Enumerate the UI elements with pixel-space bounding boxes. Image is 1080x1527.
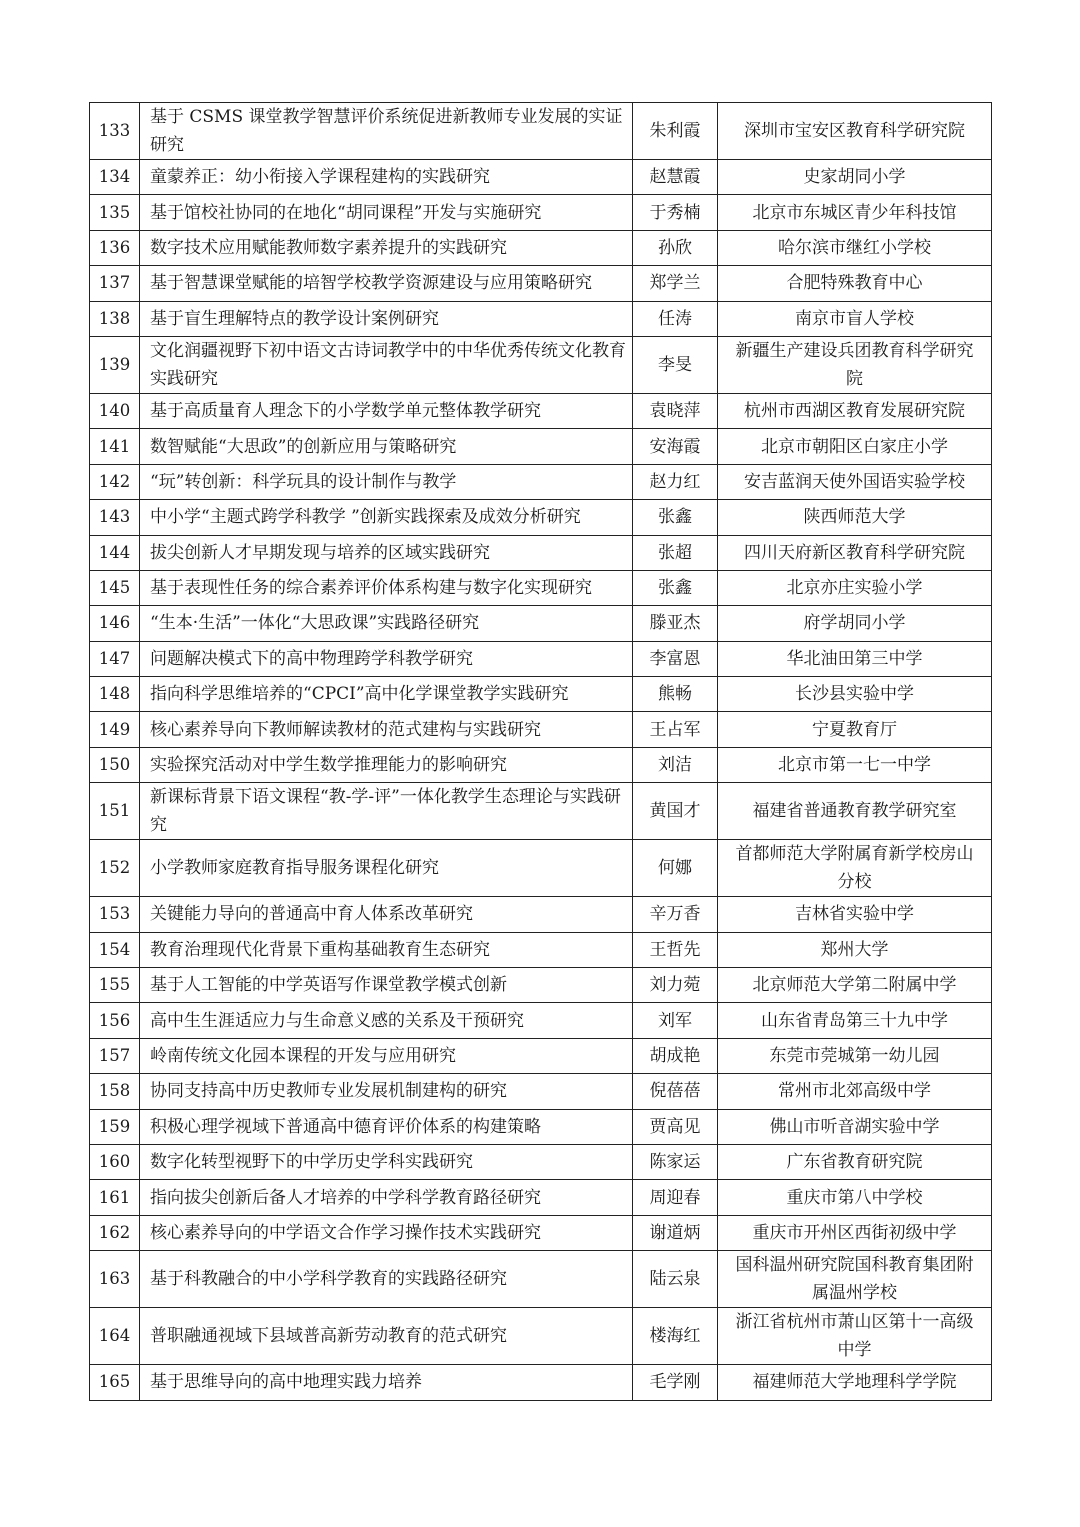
project-lead: 贾高见: [633, 1109, 718, 1144]
row-number: 155: [90, 968, 140, 1003]
organization: 哈尔滨市继红小学校: [718, 230, 992, 265]
project-lead: 辛万香: [633, 897, 718, 932]
project-title: 小学教师家庭教育指导服务课程化研究: [140, 840, 633, 897]
table-row: [90, 747, 992, 782]
project-lead: 张超: [633, 535, 718, 570]
row-number: 162: [90, 1215, 140, 1250]
project-lead: 任涛: [633, 301, 718, 336]
table-row: [90, 160, 992, 195]
project-lead: 陆云泉: [633, 1251, 718, 1308]
project-lead: 滕亚杰: [633, 606, 718, 641]
table-row: [90, 535, 992, 570]
table-row: [90, 1038, 992, 1073]
row-number: 135: [90, 195, 140, 230]
table-row: [90, 1109, 992, 1144]
table-row: [90, 968, 992, 1003]
table-row: [90, 393, 992, 428]
project-title: 基于科教融合的中小学科学教育的实践路径研究: [140, 1251, 633, 1308]
row-number: 147: [90, 641, 140, 676]
table-row: [90, 570, 992, 605]
project-title: 核心素养导向下教师解读教材的范式建构与实践研究: [140, 712, 633, 747]
project-title: 高中生生涯适应力与生命意义感的关系及干预研究: [140, 1003, 633, 1038]
project-lead: 楼海红: [633, 1308, 718, 1365]
project-title: 基于馆校社协同的在地化“胡同课程”开发与实施研究: [140, 195, 633, 230]
row-number: 144: [90, 535, 140, 570]
organization: 府学胡同小学: [718, 606, 992, 641]
organization: 安吉蓝润天使外国语实验学校: [718, 464, 992, 499]
project-title: 数智赋能“大思政”的创新应用与策略研究: [140, 429, 633, 464]
project-lead: 孙欣: [633, 230, 718, 265]
project-title: 基于人工智能的中学英语写作课堂教学模式创新: [140, 968, 633, 1003]
organization: 北京市朝阳区白家庄小学: [718, 429, 992, 464]
project-lead: 安海霞: [633, 429, 718, 464]
project-title: 教育治理现代化背景下重构基础教育生态研究: [140, 932, 633, 967]
organization: 福建省普通教育教学研究室: [718, 783, 992, 840]
table-row: [90, 301, 992, 336]
organization: 国科温州研究院国科教育集团附属温州学校: [718, 1251, 992, 1308]
organization: 四川天府新区教育科学研究院: [718, 535, 992, 570]
table-row: [90, 1251, 992, 1308]
table-row: [90, 1003, 992, 1038]
row-number: 145: [90, 570, 140, 605]
table-row: [90, 1365, 992, 1400]
project-title: 关键能力导向的普通高中育人体系改革研究: [140, 897, 633, 932]
row-number: 142: [90, 464, 140, 499]
table-row: [90, 230, 992, 265]
project-lead: 周迎春: [633, 1180, 718, 1215]
row-number: 157: [90, 1038, 140, 1073]
table-row: [90, 1308, 992, 1365]
row-number: 151: [90, 783, 140, 840]
row-number: 153: [90, 897, 140, 932]
organization: 长沙县实验中学: [718, 677, 992, 712]
table-row: [90, 336, 992, 393]
organization: 北京市第一七一中学: [718, 747, 992, 782]
project-lead: 李旻: [633, 336, 718, 393]
project-lead: 胡成艳: [633, 1038, 718, 1073]
project-title: 积极心理学视域下普通高中德育评价体系的构建策略: [140, 1109, 633, 1144]
project-lead: 何娜: [633, 840, 718, 897]
row-number: 141: [90, 429, 140, 464]
table-row: [90, 712, 992, 747]
project-title: 数字化转型视野下的中学历史学科实践研究: [140, 1144, 633, 1179]
organization: 福建师范大学地理科学学院: [718, 1365, 992, 1400]
table-row: [90, 677, 992, 712]
row-number: 152: [90, 840, 140, 897]
project-title: 问题解决模式下的高中物理跨学科教学研究: [140, 641, 633, 676]
table-row: [90, 606, 992, 641]
project-title: 新课标背景下语文课程“教-学-评”一体化教学生态理论与实践研究: [140, 783, 633, 840]
row-number: 150: [90, 747, 140, 782]
organization: 北京师范大学第二附属中学: [718, 968, 992, 1003]
project-title: 岭南传统文化园本课程的开发与应用研究: [140, 1038, 633, 1073]
organization: 新疆生产建设兵团教育科学研究院: [718, 336, 992, 393]
row-number: 164: [90, 1308, 140, 1365]
organization: 重庆市开州区西街初级中学: [718, 1215, 992, 1250]
organization: 常州市北郊高级中学: [718, 1074, 992, 1109]
project-title: 基于 CSMS 课堂教学智慧评价系统促进新教师专业发展的实证研究: [140, 103, 633, 160]
row-number: 156: [90, 1003, 140, 1038]
table-row: [90, 195, 992, 230]
organization: 佛山市听音湖实验中学: [718, 1109, 992, 1144]
project-lead: 刘洁: [633, 747, 718, 782]
project-title: 基于高质量育人理念下的小学数学单元整体教学研究: [140, 393, 633, 428]
organization: 南京市盲人学校: [718, 301, 992, 336]
project-lead: 王占军: [633, 712, 718, 747]
project-lead: 张鑫: [633, 500, 718, 535]
row-number: 163: [90, 1251, 140, 1308]
row-number: 148: [90, 677, 140, 712]
project-title: 基于盲生理解特点的教学设计案例研究: [140, 301, 633, 336]
project-lead: 于秀楠: [633, 195, 718, 230]
project-lead: 毛学刚: [633, 1365, 718, 1400]
organization: 广东省教育研究院: [718, 1144, 992, 1179]
organization: 杭州市西湖区教育发展研究院: [718, 393, 992, 428]
organization: 郑州大学: [718, 932, 992, 967]
project-title: 指向拔尖创新后备人才培养的中学科学教育路径研究: [140, 1180, 633, 1215]
project-table-body: [90, 103, 992, 1401]
project-title: 指向科学思维培养的“CPCI”高中化学课堂教学实践研究: [140, 677, 633, 712]
project-lead: 赵慧霞: [633, 160, 718, 195]
table-row: [90, 266, 992, 301]
project-title: 协同支持高中历史教师专业发展机制建构的研究: [140, 1074, 633, 1109]
organization: 重庆市第八中学校: [718, 1180, 992, 1215]
project-title: 数字技术应用赋能教师数字素养提升的实践研究: [140, 230, 633, 265]
project-title: 拔尖创新人才早期发现与培养的区域实践研究: [140, 535, 633, 570]
project-title: 中小学“主题式跨学科教学 ”创新实践探索及成效分析研究: [140, 500, 633, 535]
project-title: 基于智慧课堂赋能的培智学校教学资源建设与应用策略研究: [140, 266, 633, 301]
organization: 陕西师范大学: [718, 500, 992, 535]
organization: 首都师范大学附属育新学校房山分校: [718, 840, 992, 897]
table-row: [90, 897, 992, 932]
project-lead: 张鑫: [633, 570, 718, 605]
row-number: 160: [90, 1144, 140, 1179]
project-lead: 陈家运: [633, 1144, 718, 1179]
project-lead: 谢道炳: [633, 1215, 718, 1250]
row-number: 146: [90, 606, 140, 641]
project-lead: 李富恩: [633, 641, 718, 676]
table-row: [90, 464, 992, 499]
organization: 浙江省杭州市萧山区第十一高级中学: [718, 1308, 992, 1365]
row-number: 136: [90, 230, 140, 265]
row-number: 154: [90, 932, 140, 967]
organization: 山东省青岛第三十九中学: [718, 1003, 992, 1038]
project-lead: 赵力红: [633, 464, 718, 499]
row-number: 149: [90, 712, 140, 747]
organization: 华北油田第三中学: [718, 641, 992, 676]
project-lead: 王哲先: [633, 932, 718, 967]
table-row: [90, 840, 992, 897]
project-lead: 刘军: [633, 1003, 718, 1038]
row-number: 158: [90, 1074, 140, 1109]
table-row: [90, 783, 992, 840]
organization: 深圳市宝安区教育科学研究院: [718, 103, 992, 160]
organization: 北京市东城区青少年科技馆: [718, 195, 992, 230]
organization: 史家胡同小学: [718, 160, 992, 195]
row-number: 165: [90, 1365, 140, 1400]
row-number: 133: [90, 103, 140, 160]
project-lead: 郑学兰: [633, 266, 718, 301]
project-lead: 刘力菀: [633, 968, 718, 1003]
table-row: [90, 641, 992, 676]
organization: 东莞市莞城第一幼儿园: [718, 1038, 992, 1073]
project-title: 基于表现性任务的综合素养评价体系构建与数字化实现研究: [140, 570, 633, 605]
project-title: 童蒙养正：幼小衔接入学课程建构的实践研究: [140, 160, 633, 195]
project-title: 核心素养导向的中学语文合作学习操作技术实践研究: [140, 1215, 633, 1250]
row-number: 134: [90, 160, 140, 195]
project-title: 文化润疆视野下初中语文古诗词教学中的中华优秀传统文化教育实践研究: [140, 336, 633, 393]
organization: 吉林省实验中学: [718, 897, 992, 932]
project-lead: 朱利霞: [633, 103, 718, 160]
project-title: 实验探究活动对中学生数学推理能力的影响研究: [140, 747, 633, 782]
project-title: “玩”转创新：科学玩具的设计制作与教学: [140, 464, 633, 499]
row-number: 161: [90, 1180, 140, 1215]
project-lead: 黄国才: [633, 783, 718, 840]
table-row: [90, 103, 992, 160]
project-lead: 袁晓萍: [633, 393, 718, 428]
project-title: “生本·生活”一体化“大思政课”实践路径研究: [140, 606, 633, 641]
table-row: [90, 500, 992, 535]
row-number: 137: [90, 266, 140, 301]
table-row: [90, 1144, 992, 1179]
organization: 合肥特殊教育中心: [718, 266, 992, 301]
project-lead: 倪蓓蓓: [633, 1074, 718, 1109]
project-title: 普职融通视域下县域普高新劳动教育的范式研究: [140, 1308, 633, 1365]
organization: 宁夏教育厅: [718, 712, 992, 747]
organization: 北京亦庄实验小学: [718, 570, 992, 605]
project-lead: 熊畅: [633, 677, 718, 712]
row-number: 140: [90, 393, 140, 428]
table-row: [90, 429, 992, 464]
row-number: 143: [90, 500, 140, 535]
table-row: [90, 1180, 992, 1215]
row-number: 139: [90, 336, 140, 393]
table-row: [90, 932, 992, 967]
row-number: 138: [90, 301, 140, 336]
table-row: [90, 1215, 992, 1250]
project-title: 基于思维导向的高中地理实践力培养: [140, 1365, 633, 1400]
table-row: [90, 1074, 992, 1109]
project-table: [89, 102, 992, 1401]
row-number: 159: [90, 1109, 140, 1144]
